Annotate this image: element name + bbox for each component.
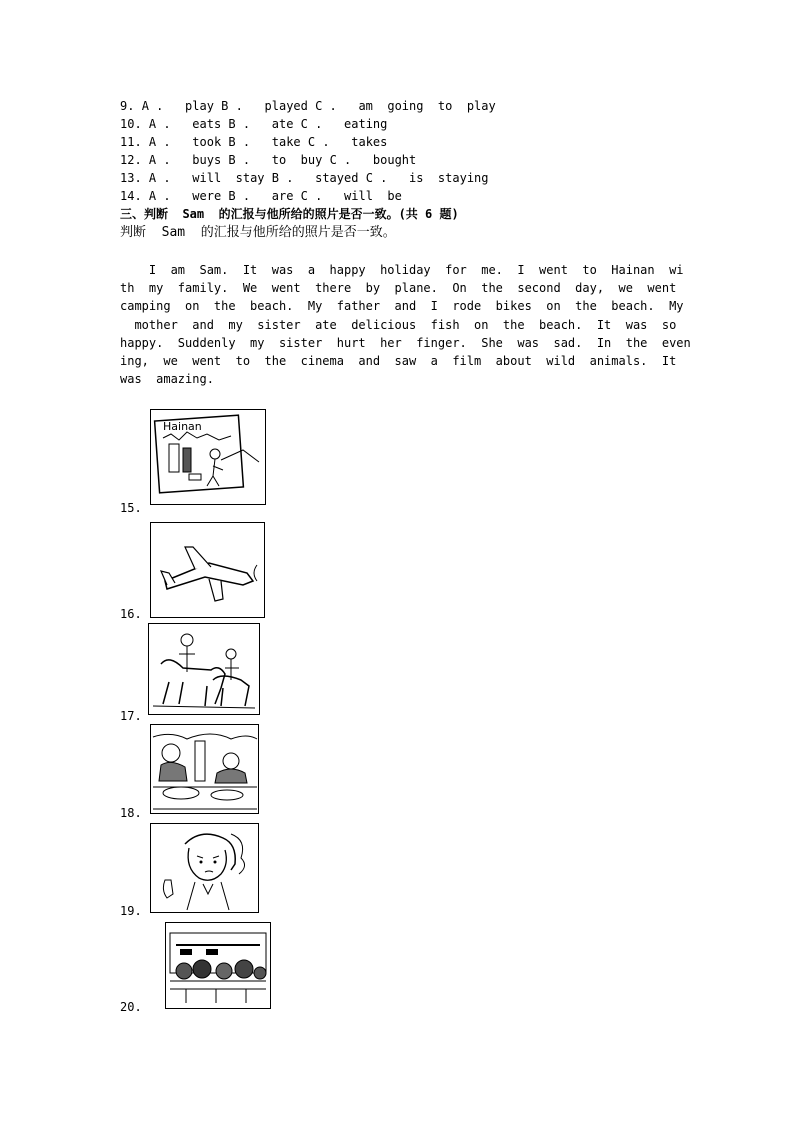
option-number: 11. [120, 135, 142, 149]
option-number: 14. [120, 189, 142, 203]
option-b: B . played [221, 99, 308, 113]
question-15-picture [150, 409, 266, 505]
option-row-10 [120, 116, 387, 132]
question-20-picture [165, 922, 271, 1009]
option-b: B . stayed [271, 171, 359, 185]
option-b: B . to buy [228, 153, 323, 167]
passage-line: mother and my sister ate delicious fish on the beach. It was so [120, 317, 677, 332]
riding-horses-icon [149, 624, 259, 714]
question-16-number: 16. [120, 607, 142, 621]
passage-line: I am Sam. It was a happy holiday for me. I went to Hainan wi [120, 263, 684, 277]
passage-line: happy. Suddenly my sister hurt her finger. She was sad. In the even [120, 335, 691, 350]
passage-line: was amazing. [120, 372, 214, 387]
question-19-picture [150, 823, 259, 913]
option-a: A . play [141, 99, 214, 113]
cinema-audience-icon [166, 923, 270, 1008]
option-c: C . am going to play [315, 99, 496, 113]
option-c: C . bought [329, 153, 417, 167]
postcard-sign-text: Hainan [163, 420, 202, 433]
option-b: B . take [228, 135, 301, 149]
option-row-9 [120, 98, 496, 114]
question-20-number: 20. [120, 1000, 142, 1014]
question-16-picture [150, 522, 265, 618]
question-18-number: 18. [120, 806, 142, 820]
option-b: B . ate [228, 117, 294, 131]
sad-girl-icon [151, 824, 258, 912]
option-row-14 [120, 188, 402, 204]
question-17-picture [148, 623, 260, 715]
passage [120, 261, 691, 388]
option-c: C . takes [307, 135, 388, 149]
option-a: A . buys [148, 153, 222, 167]
option-a: A . took [148, 135, 222, 149]
option-row-11 [120, 134, 387, 150]
hainan-postcard-icon [151, 410, 265, 504]
question-15-number: 15. [120, 501, 142, 515]
section-heading: 三、判断 Sam 的汇报与他所给的照片是否一致。(共 6 题) [120, 207, 459, 221]
option-number: 9. [120, 99, 135, 113]
question-17-number: 17. [120, 709, 142, 723]
option-a: A . eats [148, 117, 222, 131]
option-row-13 [120, 170, 489, 186]
option-number: 12. [120, 153, 142, 167]
option-row-12 [120, 152, 416, 168]
airplane-icon [151, 523, 264, 617]
passage-line: ing, we went to the cinema and saw a film about wild animals. It [120, 354, 677, 369]
option-c: C . eating [300, 117, 388, 131]
option-c: C . will be [300, 189, 402, 203]
eating-meal-icon [151, 725, 258, 813]
option-a: A . were [148, 189, 222, 203]
option-number: 10. [120, 117, 142, 131]
option-c: C . is staying [365, 171, 489, 185]
option-number: 13. [120, 171, 142, 185]
passage-line: camping on the beach. My father and I rode bikes on the beach. My [120, 299, 684, 314]
option-b: B . are [228, 189, 294, 203]
option-a: A . will stay [148, 171, 265, 185]
question-18-picture [150, 724, 259, 814]
passage-line: th my family. We went there by plane. On the second day, we went [120, 281, 677, 296]
question-19-number: 19. [120, 904, 142, 918]
section-instruction: 判断 Sam 的汇报与他所给的照片是否一致。 [120, 225, 396, 240]
